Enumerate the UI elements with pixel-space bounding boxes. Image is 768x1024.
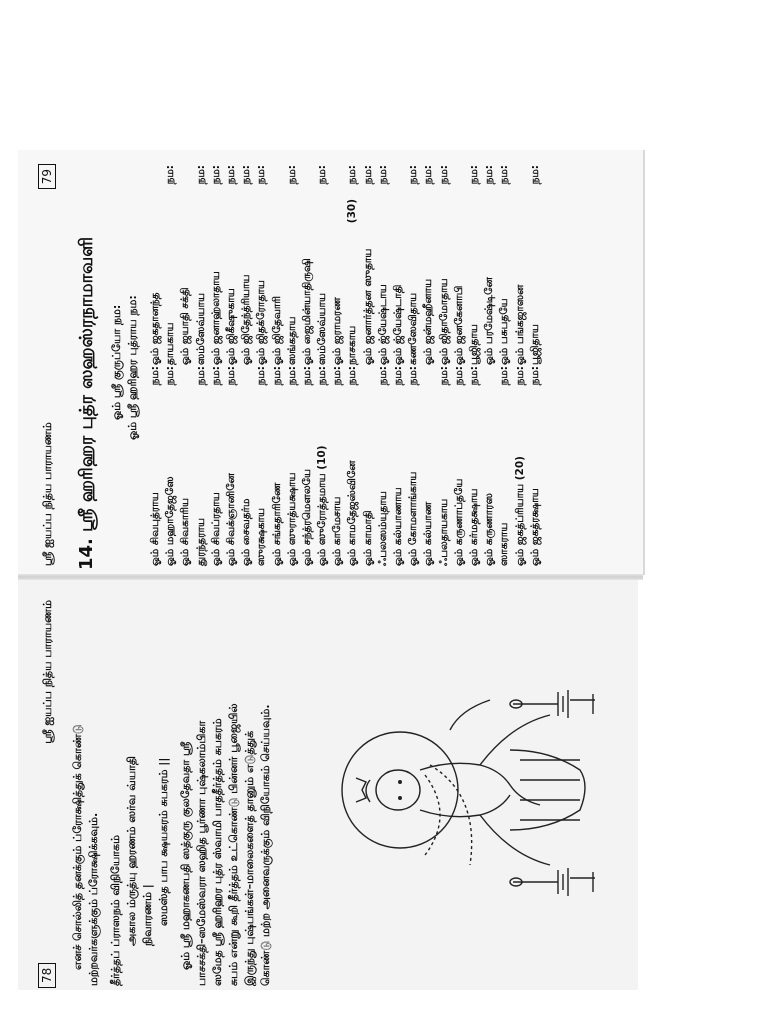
name-text: ஓம் ஜகத்ப்ரியாய (20) [513, 456, 526, 566]
name-text: ஓம் சிவப்ரதாய [209, 492, 222, 566]
oil-lamp-icon [508, 860, 603, 905]
name-text: ஸம்ஸேவ்யாய [194, 292, 207, 365]
name-text: ஓம் ஸுராத்யக்ஷாய [285, 472, 298, 566]
namah-suffix: நம: [422, 165, 435, 185]
name-text: ஸங்கதாய [285, 316, 298, 365]
namah-suffix: நம: [316, 165, 329, 185]
namah-suffix: நம: [164, 366, 177, 386]
name-row [361, 366, 376, 566]
name-row [254, 366, 269, 566]
text-line: ஸமஸ்த பாப க்ஷயகரம் சுபகரம் || [157, 757, 170, 926]
name-row [406, 165, 421, 365]
name-row [513, 165, 528, 365]
name-text: துரந்தராய [194, 517, 207, 566]
namah-suffix: நம: [407, 165, 420, 185]
name-text: ஓம் ஜிதேந்த்ரியாய [240, 274, 253, 365]
namah-suffix: நம: [240, 165, 253, 185]
page-78-header [38, 590, 62, 990]
instruction-text [70, 596, 274, 986]
namah-suffix: நம: [437, 366, 450, 386]
name-text: ஸம்ஸேவ்யாய [316, 292, 329, 365]
namah-suffix: நம: [194, 366, 207, 386]
name-text: ஸாகராய [498, 522, 511, 566]
namah-suffix: நம: [361, 165, 374, 185]
namah-suffix: நம: [452, 366, 465, 386]
name-text: ஃபலஸம்யுதாய [376, 491, 389, 566]
name-text: ஓம் சங்கதாரிணே [270, 482, 283, 566]
namah-suffix: நம: [376, 165, 389, 185]
namah-suffix: நம: [224, 366, 237, 386]
namah-suffix: நம: [255, 165, 268, 185]
name-row [270, 165, 285, 365]
name-text: ஓம் சிவபுத்ராய [149, 492, 161, 566]
name-text: தாயகாய [164, 322, 177, 365]
namah-suffix: நம: [316, 366, 329, 386]
halo-circle [342, 732, 458, 848]
name-text: ஓம் ஜராமரண [331, 297, 344, 365]
name-row [254, 165, 269, 365]
name-text: ஓம் சைவதர்ம [240, 498, 253, 566]
name-row [163, 165, 178, 365]
namah-suffix: நம: [164, 165, 177, 185]
name-row [148, 165, 163, 365]
name-row [528, 366, 543, 566]
text-line: சுபம் என்று கூறி தீர்த்தம் உட்கொண்டு பின்னர் பூஜையில் [227, 703, 240, 986]
name-row [239, 366, 254, 566]
namah-suffix: நம: [392, 366, 404, 386]
text-line: எனச் சொல்லித் தனக்கும் ப்ரோக்ஷித்துக் கொண்டு [71, 724, 84, 970]
namah-suffix: நம: [224, 165, 237, 185]
name-text: ஓம் காமாதி [361, 510, 374, 566]
name-row [437, 165, 452, 365]
name-row [482, 165, 497, 365]
name-row [239, 165, 254, 365]
running-head: ஸ்ரீ ஐயப்ப நித்ய பாராயணம் [41, 422, 54, 566]
name-text: நாசகாய [346, 325, 359, 365]
name-text: ஓம் ஜயாதி சக்தி [179, 287, 192, 365]
name-row [391, 366, 406, 566]
name-row [285, 165, 300, 365]
text-line: இருந்து புஷ்பங்கள்–மாலைகளைத் தானும் எடுத்துக் [243, 730, 256, 986]
text-line: பாசசக்தி–ஸமேஸ்வரா ஸஹித பூர்ணா புஷ்கலாம்பிகா [195, 720, 208, 986]
name-row [497, 366, 512, 566]
text-line: தீர்த்தப் ப்ராஸநம் விநியோகம் [109, 835, 122, 986]
name-text: ஓம் கல்யாணாய [392, 487, 404, 566]
name-row [391, 165, 406, 365]
namah-suffix: நம: [407, 366, 420, 386]
names-column-left [148, 366, 543, 566]
name-text: ஓம் சந்த்ரமௌலயே [300, 469, 313, 566]
name-text: ஓம் கர்மதக்ஷாய [467, 488, 480, 566]
name-row [300, 165, 315, 365]
name-text: ஓம் ஜகதானந்த [149, 292, 161, 365]
text-line: மற்றவர்களுக்கும் ப்ரோக்ஷிக்கவும். [87, 812, 100, 986]
name-row [148, 366, 163, 566]
name-text: ஓம் ஜன்மஹீனாய [422, 278, 435, 365]
name-row [361, 165, 376, 365]
namah-suffix: நம: [209, 165, 222, 185]
namah-suffix: நம: [255, 366, 268, 386]
name-text: ஓம் ஜ்யேஷ்டாய [376, 284, 389, 365]
name-row [452, 366, 467, 566]
name-text: ஓம் மஹாதேஜஸே [164, 476, 177, 566]
name-text: ஓம் ஜ்யேஷ்டாதி [392, 284, 404, 365]
name-text: ஓம் பங்கஜாஸன [513, 284, 526, 365]
name-text: ஓம் சிவகாரிய [179, 498, 192, 566]
name-text: ஓம் கருணாரஸ [483, 493, 496, 566]
name-text: ஓம் கல்யாண [422, 501, 435, 566]
name-text: ஓம் காமேசாய [331, 496, 344, 566]
name-row [178, 165, 193, 365]
name-row [330, 366, 345, 566]
namah-suffix: நம: [346, 366, 359, 386]
name-row [163, 366, 178, 566]
namah-suffix: நம: [528, 165, 541, 185]
name-text: ஓம் ஜைமின்யாதிருஷி [300, 258, 313, 365]
name-text: ஓம் பசுபதயே [498, 298, 511, 365]
namah-suffix: நம: [437, 165, 450, 185]
name-text: ஓம் காமதேஜஸ்வினே [346, 460, 359, 566]
name-row [194, 165, 209, 365]
names-column-right [148, 165, 543, 365]
name-text: ஓம் கோமளாங்காய [407, 471, 420, 566]
name-row [528, 165, 543, 365]
name-row [467, 366, 482, 566]
namah-suffix: நம: [270, 366, 283, 386]
namah-suffix: நம: [300, 366, 313, 386]
name-row [452, 165, 467, 365]
namah-suffix: நம: [467, 165, 480, 185]
namah-suffix: நம: [346, 165, 359, 185]
name-text: ஓம் ஜனகேனாபி [452, 285, 465, 365]
name-text: ஃபலதாயகாய [437, 498, 450, 566]
name-row [330, 165, 345, 365]
text-line: அகால ம்ருத்யு ஹரணம் ஸர்வ வ்யாதி [125, 756, 138, 946]
running-head: ஸ்ரீ ஐயப்ப நித்ய பாராயணம் [41, 600, 54, 744]
name-row [421, 165, 436, 365]
name-row [209, 366, 224, 566]
name-row [345, 165, 360, 365]
namah-suffix: நம: [483, 165, 496, 185]
text-line: கொண்டு மற்ற அனைவருக்கும் விநியோகம் செய்யவும். [259, 704, 272, 986]
name-count: (30) [346, 199, 359, 224]
name-row [300, 366, 315, 566]
name-row [376, 165, 391, 365]
name-row [467, 165, 482, 365]
namah-suffix: நம: [331, 366, 344, 386]
name-text: கணஸேவிதாய [407, 292, 420, 365]
text-line: நிவாரணம் | [141, 884, 154, 946]
namah-suffix: நம: [376, 366, 389, 386]
name-row [437, 366, 452, 566]
page-number: 79 [38, 164, 56, 189]
name-row [345, 366, 360, 566]
name-text: ஓம் பரமேஷ்டினே [483, 277, 496, 365]
name-row [315, 165, 330, 365]
namah-suffix: நம: [149, 366, 161, 386]
name-text: ஓம் ஸுரோத்தமாய (10) [316, 445, 329, 566]
name-text: ஸுரக்ஷகாய [255, 508, 268, 566]
name-text: பூஜிதாய [467, 324, 480, 365]
name-row [421, 366, 436, 566]
namah-suffix: நம: [513, 366, 526, 386]
namah-suffix: நம: [209, 366, 222, 386]
name-text: ஓம் ஜிதாமோதாய [437, 278, 450, 365]
page-number: 78 [38, 963, 56, 988]
name-text: ஓம் ஜனார்த்தன ஸுதாய [361, 248, 374, 365]
namah-suffix: நம: [285, 366, 298, 386]
page-79-header [38, 160, 62, 570]
name-text: பூஜிதாய [528, 324, 541, 365]
name-row [285, 366, 300, 566]
name-row [482, 366, 497, 566]
namah-suffix: நம: [498, 366, 511, 386]
name-text: ஓம் கருணாப்தயே [452, 478, 465, 566]
oil-lamp-icon [508, 682, 603, 727]
name-row [270, 366, 285, 566]
name-row [178, 366, 193, 566]
name-row [497, 165, 512, 365]
name-row [224, 165, 239, 365]
name-row [406, 366, 421, 566]
name-row [224, 366, 239, 566]
invocation-guru: ஓம் ஸ்ரீ குருப்யோ நம: [110, 304, 123, 420]
page-79-content [30, 160, 640, 570]
name-text: ஓம் ஜிகீஷுகாய [224, 288, 237, 365]
section-title: 14. ஸ்ரீ ஹரிஹர புத்ர ஸஹஸ்ரநாமாவளி [76, 236, 97, 570]
name-row [194, 366, 209, 566]
namah-suffix: நம: [285, 165, 298, 185]
invocation-hariharaputra: ஓம் ஸ்ரீ ஹரிஹர புத்ராய நம: [126, 295, 139, 440]
text-line: ஸமேத ஸ்ரீ ஹரிஹர புத்ர ஸ்வாமி பாததீர்த்தம் சுபகரம் [211, 718, 224, 986]
name-row [513, 366, 528, 566]
name-text: ஓம் ஜகத்ரக்ஷாய [528, 488, 541, 566]
namah-suffix: நம: [528, 366, 541, 386]
name-row [209, 165, 224, 365]
name-text: ஓம் ஜனாஹ்லாதாய [209, 271, 222, 365]
name-text: ஓம் ஜிதக்ரோதாய [255, 280, 268, 365]
name-row [376, 366, 391, 566]
name-row [315, 366, 330, 566]
text-line: ஓம் ஸ்ரீ மஹாகணபதி ஸத்குரு குலதேவதா ஸ்ரீ [179, 741, 192, 970]
name-text: ஓம் சிவக்ஞானினே [224, 473, 237, 566]
namah-suffix: நம: [467, 366, 480, 386]
name-text: ஓம் ஜிதேவாரி [270, 296, 283, 365]
namah-suffix: நம: [498, 165, 511, 185]
namah-suffix: நம: [194, 165, 207, 185]
